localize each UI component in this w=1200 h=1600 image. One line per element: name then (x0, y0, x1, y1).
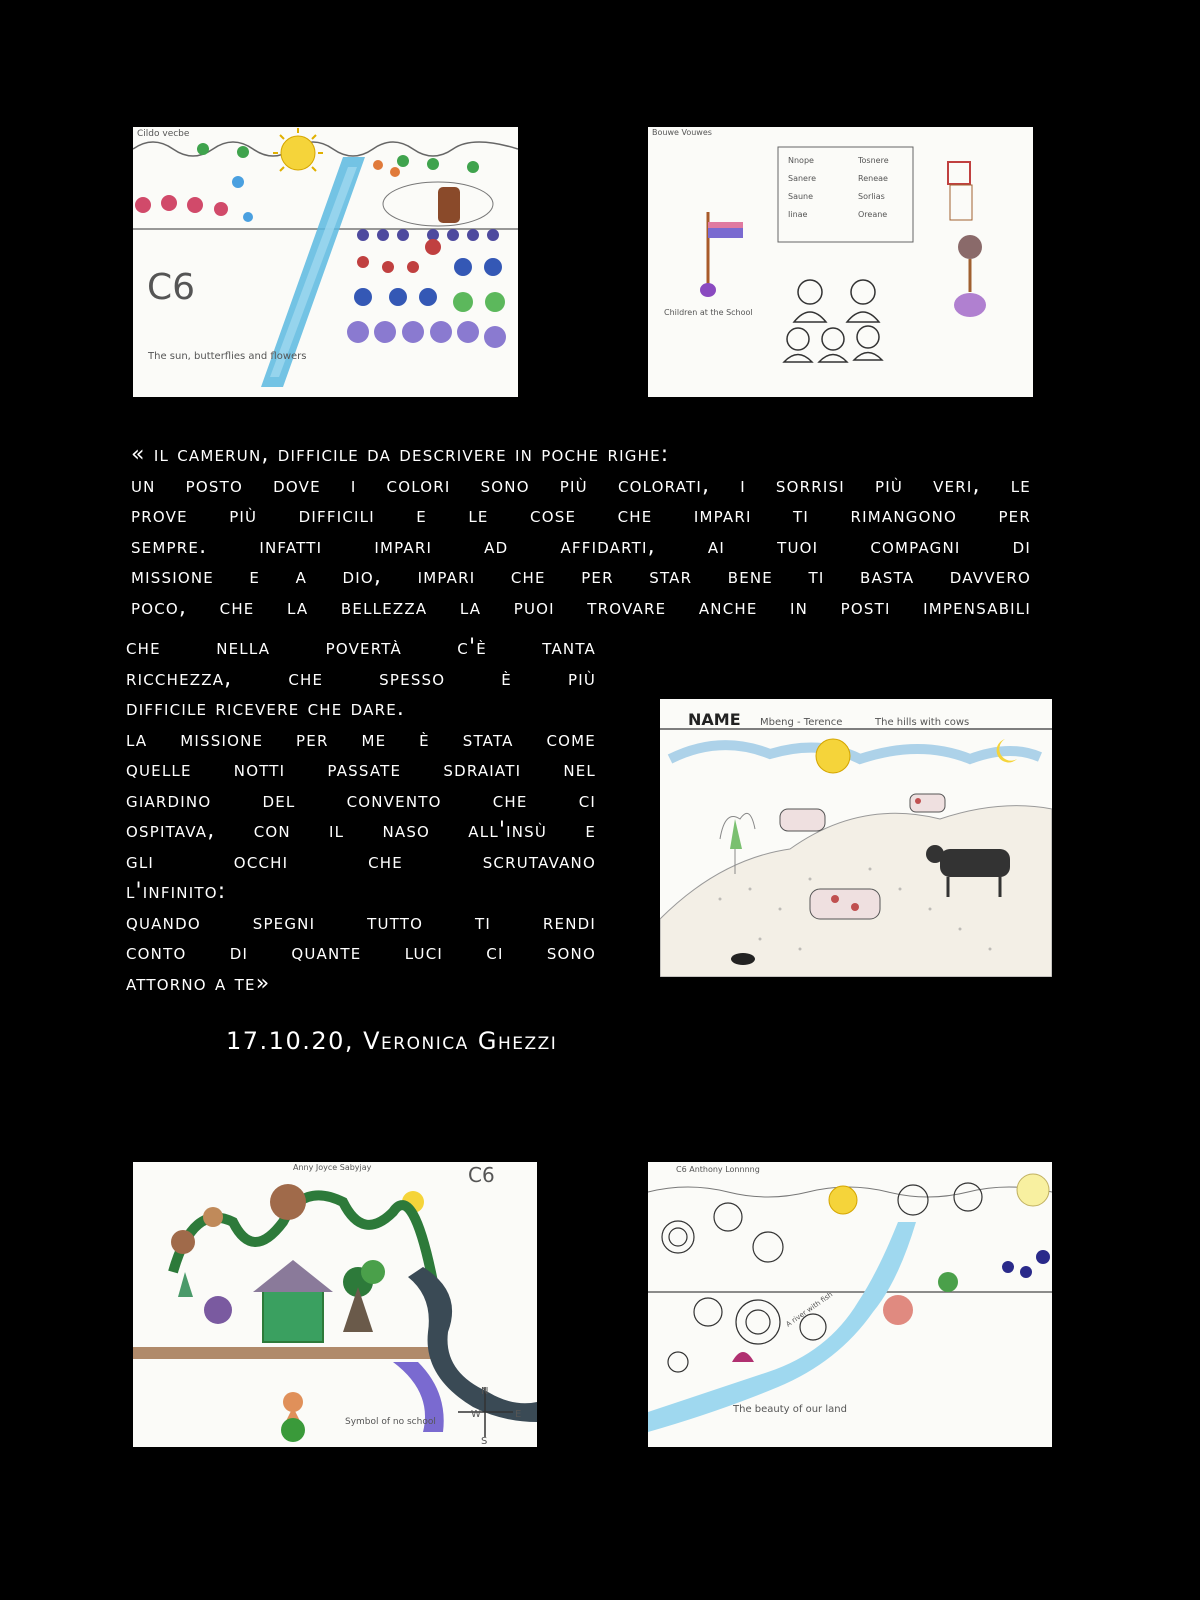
drawing-caption: The sun, butterflies and flowers (148, 351, 307, 362)
drawing-header: Anny Joyce Sabyjay (293, 1163, 372, 1172)
board-word: Sanere (788, 174, 817, 183)
drawing-caption: Children at the School (664, 308, 753, 317)
quote-line: conto di quante luci ci sono (126, 940, 596, 965)
drawing-grade: C6 (468, 1163, 495, 1187)
board-word: Oreane (858, 210, 888, 219)
quote-line: un posto dove i colori sono più colorati, i sorrisi più veri, le (131, 472, 1031, 498)
drawing-sun-butterflies-flowers (133, 127, 518, 397)
drawing-caption: The hills with cows (875, 717, 970, 728)
quote-line: poco, che la bellezza la puoi trovare anche in posti impensabili (131, 594, 1031, 620)
drawing-beauty-of-our-land (648, 1162, 1052, 1447)
board-word: Saune (788, 192, 814, 201)
river-label: A river with fish (784, 1290, 835, 1329)
drawing-children-at-school (648, 127, 1033, 397)
student-name: Mbeng - Terence (760, 717, 843, 728)
board-word: Tosnere (858, 156, 889, 165)
board-word: Iinae (788, 210, 808, 219)
board-word: Nnope (788, 156, 814, 165)
quote-line: sempre. infatti impari ad affidarti, ai tuoi compagni di (131, 533, 1031, 559)
compass-letter: W (471, 1409, 481, 1420)
drawing-header: C6 Anthony Lonnnng (676, 1165, 760, 1174)
quote-line: missione e a dio, impari che per star bene ti basta davvero (131, 564, 1031, 589)
board-word: Reneae (858, 174, 888, 183)
quote-line: ricchezza, che spesso è più (126, 665, 596, 691)
drawing-house-river-compass (133, 1162, 537, 1447)
quote-line: l'infinito: (126, 879, 227, 904)
drawing-header: Cildo vecbe (137, 129, 190, 139)
quote-line: giardino del convento che ci (126, 787, 596, 813)
quote-line: quelle notti passate sdraiati nel (126, 757, 596, 782)
board-word: Sorlias (858, 192, 885, 201)
quote-left-block (126, 633, 596, 999)
name-label: NAME (688, 710, 741, 729)
compass-letter: N (481, 1386, 489, 1397)
compass-letter: S (481, 1436, 488, 1447)
drawing-hills-with-cows (660, 699, 1052, 977)
quote-line: difficile ricevere che dare. (126, 696, 406, 721)
drawing-caption: The beauty of our land (733, 1404, 847, 1415)
quote-line: che nella povertà c'è tanta (126, 635, 596, 660)
quote-line: « il camerun, difficile da descrivere in poche righe: (131, 442, 670, 467)
quote-line: attorno a te» (126, 970, 271, 996)
quote-line: ospitava, con il naso all'insù e (126, 818, 596, 843)
quote-line: gli occhi che scrutavano (126, 848, 596, 874)
drawing-header: Bouwe Vouwes (652, 128, 712, 137)
quote-top-block (131, 440, 1031, 623)
quote-line: quando spegni tutto ti rendi (126, 909, 596, 935)
drawing-grade: C6 (147, 267, 196, 308)
drawing-caption: Symbol of no school (345, 1417, 436, 1427)
compass-letter: E (515, 1409, 522, 1420)
signature-date-author: 17.10.20, Veronica Ghezzi (226, 1027, 558, 1055)
quote-line: la missione per me è stata come (126, 726, 596, 752)
quote-line: prove più difficili e le cose che impari ti rimangono per (131, 503, 1031, 528)
